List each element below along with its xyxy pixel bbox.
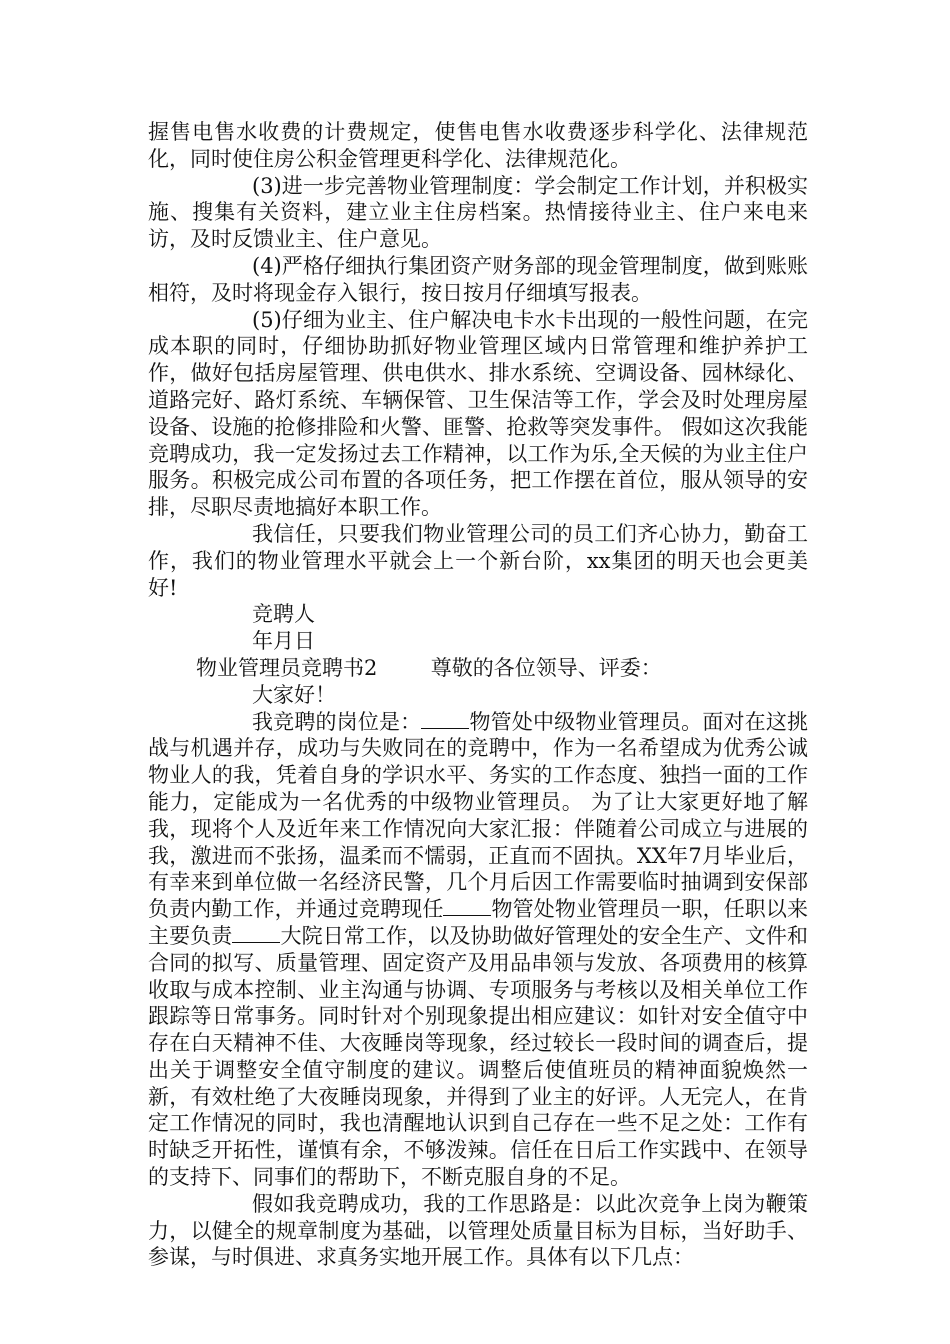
paragraph-item-5: (5)仔细为业主、住户解决电卡水卡出现的一般性问题，在完成本职的同时，仔细协助抓好物业管理区域内日常管理和维护养护工作，做好包括房屋管理、供电供水、排水系统、空调设备、园林绿化、道路完好、路灯系统、车辆保管、卫生保洁等工作，学会及时处理房屋设备、设施的抢修排险和火警、匪警、抢救等突发事件。 假如这次我能竞聘成功，我一定发扬过去工作精神，以工作为乐,全天候的为业主住户服务。积极完成公司布置的各项任务，把工作摆在首位，服从领导的安排，尽职尽责地搞好本职工作。 xyxy=(148,307,808,520)
fill-blank xyxy=(443,897,491,916)
greeting: 大家好！ xyxy=(252,682,336,707)
document-body xyxy=(148,119,808,1271)
self-intro-part-d: 大院日常工作，以及协助做好管理处的安全生产、文件和合同的拟写、质量管理、固定资产及用品串领与发放、各项费用的核算收取与成本控制、业主沟通与协调、专项服务与考核以及相关单位工作跟踪等日常事务。同时针对个别现象提出相应建议：如针对安全值守中存在白天精神不佳、大夜睡岗等现象，经过较长一段时间的调查后，提出关于调整安全值守制度的建议。调整后使值班员的精神面貌焕然一新，有效杜绝了大夜睡岗现象，并得到了业主的好评。人无完人，在肯定工作情况的同时，我也清醒地认识到自己存在一些不足之处：工作有时缺乏开拓性，谨慎有余，不够泼辣。信任在日后工作实践中、在领导的支持下、同事们的帮助下，不断克服自身的不足。 xyxy=(148,923,809,1190)
section-heading: 物业管理员竞聘书2 xyxy=(196,655,378,680)
salutation: 尊敬的各位领导、评委： xyxy=(430,655,662,680)
paragraph-closing: 我信任，只要我们物业管理公司的员工们齐心协力，勤奋工作，我们的物业管理水平就会上一个新台阶，xx集团的明天也会更美好! xyxy=(148,521,808,600)
fill-blank xyxy=(232,924,280,943)
paragraph-work-plan: 假如我竞聘成功，我的工作思路是：以此次竞争上岗为鞭策力，以健全的规章制度为基础，以管理处质量目标为目标，当好助手、参谋，与时俱进、求真务实地开展工作。具体有以下几点： xyxy=(148,1191,808,1270)
paragraph-self-intro xyxy=(148,709,808,1191)
paragraph-1: 握售电售水收费的计费规定，使售电售水收费逐步科学化、法律规范化，同时使住房公积金管理更科学化、法律规范化。 xyxy=(148,120,808,171)
section-heading-line xyxy=(148,655,808,682)
paragraph-item-4: (4)严格仔细执行集团资产财务部的现金管理制度，做到账账相符，及时将现金存入银行，按日按月仔细填写报表。 xyxy=(148,253,808,305)
self-intro-part-c: 物管处物业管理员一职，任职以来主要负责 xyxy=(148,897,809,948)
paragraph-item-3: (3)进一步完善物业管理制度：学会制定工作计划，并积极实施、搜集有关资料，建立业主住房档案。热情接待业主、住户来电来访，及时反馈业主、住户意见。 xyxy=(148,173,808,252)
self-intro-part-b: 物管处中级物业管理员。面对在这挑战与机遇并存，成功与失败同在的竞聘中，作为一名希望成为优秀公诚物业人的我，凭着自身的学识水平、务实的工作态度、独挡一面的工作能力，定能成为一名优秀的中级物业管理员。 为了让大家更好地了解我，现将个人及近年来工作情况向大家汇报：伴随着公司成立与进展的我，激进而不张扬，温柔而不懦弱，正直而不固执。XX年7月毕业后，有幸来到单位做一名经济民警，几个月后因工作需要临时抽调到安保部负责内勤工作，并通过竞聘现任 xyxy=(148,709,809,922)
signer-line: 竞聘人 xyxy=(252,602,315,627)
fill-blank xyxy=(421,710,469,729)
date-line: 年月日 xyxy=(252,629,315,654)
self-intro-part-a: 我竞聘的岗位是： xyxy=(252,709,422,734)
